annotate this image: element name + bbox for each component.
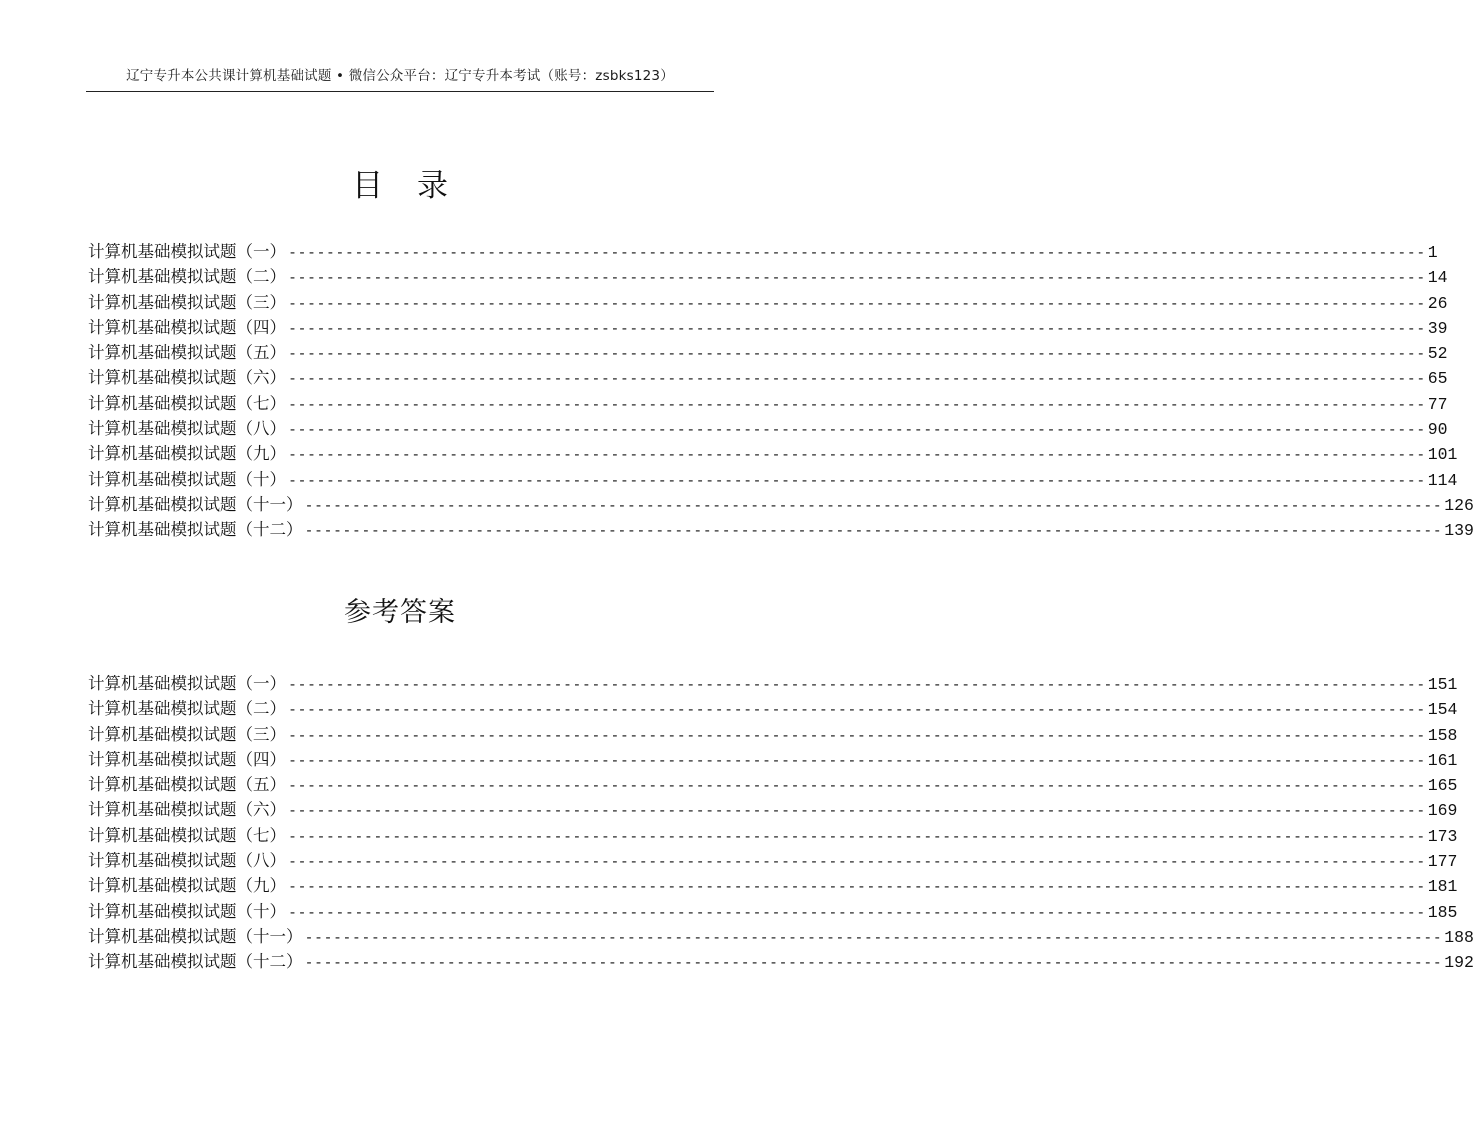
toc-entry-page: 14 xyxy=(1427,268,1448,288)
toc-entry[interactable] xyxy=(88,340,1448,365)
answer-entry-label: 计算机基础模拟试题（一） xyxy=(88,674,286,693)
dot-leader: ------------------------------------------------------------------------------------------------------------------------ xyxy=(288,700,1426,719)
answer-entry-label: 计算机基础模拟试题（二） xyxy=(88,699,286,719)
answer-entry[interactable] xyxy=(88,899,1458,924)
dot-leader: ------------------------------------------------------------------------------------------------------------------------ xyxy=(288,776,1426,795)
dot-leader: ------------------------------------------------------------------------------------------------------------------------ xyxy=(288,470,1426,489)
answer-entry[interactable] xyxy=(88,722,1458,747)
dot-leader: ------------------------------------------------------------------------------------------------------------------------ xyxy=(288,344,1426,363)
answer-entry-page: 165 xyxy=(1427,776,1458,796)
answer-entry-page: 161 xyxy=(1427,750,1458,770)
toc-entry-page: 77 xyxy=(1427,394,1448,414)
header-rule xyxy=(86,91,714,92)
dot-leader: ------------------------------------------------------------------------------------------------------------------------ xyxy=(288,369,1426,388)
dot-leader: ------------------------------------------------------------------------------------------------------------------------ xyxy=(304,953,1443,972)
dot-leader: ------------------------------------------------------------------------------------------------------------------------ xyxy=(288,318,1426,337)
toc-entry-label: 计算机基础模拟试题（八） xyxy=(88,419,286,439)
toc-entry[interactable] xyxy=(88,290,1448,315)
dot-leader: ------------------------------------------------------------------------------------------------------------------------ xyxy=(288,445,1426,464)
answer-entry-page: 151 xyxy=(1427,675,1458,694)
dot-leader: ------------------------------------------------------------------------------------------------------------------------ xyxy=(288,801,1426,820)
answer-entry-label: 计算机基础模拟试题（五） xyxy=(88,775,286,795)
dot-leader: ------------------------------------------------------------------------------------------------------------------------ xyxy=(288,675,1426,693)
answer-entry[interactable] xyxy=(88,873,1458,898)
answer-entry[interactable] xyxy=(88,696,1458,721)
answer-entry[interactable] xyxy=(88,823,1458,848)
toc-list xyxy=(88,239,1474,543)
toc-entry-label: 计算机基础模拟试题（二） xyxy=(88,267,286,287)
dot-leader: ------------------------------------------------------------------------------------------------------------------------ xyxy=(288,852,1426,871)
toc-entry-label: 计算机基础模拟试题（十二） xyxy=(88,520,303,540)
toc-entry-label: 计算机基础模拟试题（十一） xyxy=(88,494,303,514)
dot-leader: ------------------------------------------------------------------------------------------------------------------------ xyxy=(288,243,1426,261)
answer-entry[interactable] xyxy=(88,772,1458,797)
answer-entry[interactable] xyxy=(88,924,1474,949)
dot-leader: ------------------------------------------------------------------------------------------------------------------------ xyxy=(288,394,1426,413)
answer-entry[interactable] xyxy=(88,671,1458,696)
answer-entry-page: 181 xyxy=(1427,877,1458,897)
answer-entry[interactable] xyxy=(88,848,1458,873)
answer-entry-page: 188 xyxy=(1444,927,1474,947)
toc-entry-page: 90 xyxy=(1427,420,1448,440)
answer-entry-page: 192 xyxy=(1444,953,1474,973)
answers-list xyxy=(88,671,1474,975)
toc-entry-label: 计算机基础模拟试题（十） xyxy=(88,469,286,489)
toc-entry[interactable] xyxy=(88,365,1448,390)
toc-entry-label: 计算机基础模拟试题（三） xyxy=(88,292,286,312)
toc-entry-page: 1 xyxy=(1427,243,1438,262)
answer-entry-label: 计算机基础模拟试题（九） xyxy=(88,876,286,896)
dot-leader: ------------------------------------------------------------------------------------------------------------------------ xyxy=(288,293,1426,312)
answer-entry-label: 计算机基础模拟试题（四） xyxy=(88,749,286,769)
toc-entry[interactable] xyxy=(88,315,1448,340)
answer-entry-page: 154 xyxy=(1427,700,1458,720)
toc-entry[interactable] xyxy=(88,441,1458,466)
toc-entry-label: 计算机基础模拟试题（一） xyxy=(88,242,286,261)
toc-entry[interactable] xyxy=(88,264,1448,289)
running-header: 辽宁专升本公共课计算机基础试题 • 微信公众平台：辽宁专升本考试（账号：zsbks123） xyxy=(126,68,674,84)
answer-entry-label: 计算机基础模拟试题（十） xyxy=(88,901,286,921)
dot-leader: ------------------------------------------------------------------------------------------------------------------------ xyxy=(304,495,1443,514)
dot-leader: ------------------------------------------------------------------------------------------------------------------------ xyxy=(288,877,1426,896)
toc-entry[interactable] xyxy=(88,492,1474,517)
dot-leader: ------------------------------------------------------------------------------------------------------------------------ xyxy=(288,826,1426,845)
answer-entry-page: 185 xyxy=(1427,902,1458,922)
answer-entry-label: 计算机基础模拟试题（七） xyxy=(88,825,286,845)
dot-leader: ------------------------------------------------------------------------------------------------------------------------ xyxy=(288,268,1426,287)
dot-leader: ------------------------------------------------------------------------------------------------------------------------ xyxy=(288,725,1426,744)
answer-entry-page: 177 xyxy=(1427,852,1458,872)
toc-entry[interactable] xyxy=(88,391,1448,416)
toc-entry-page: 52 xyxy=(1427,344,1448,364)
toc-entry-page: 65 xyxy=(1427,369,1448,389)
toc-entry[interactable] xyxy=(88,517,1474,542)
toc-entry-label: 计算机基础模拟试题（六） xyxy=(88,368,286,388)
toc-entry-page: 139 xyxy=(1444,521,1474,541)
toc-entry-label: 计算机基础模拟试题（五） xyxy=(88,343,286,363)
toc-entry[interactable] xyxy=(88,416,1448,441)
toc-entry[interactable] xyxy=(88,239,1438,264)
dot-leader: ------------------------------------------------------------------------------------------------------------------------ xyxy=(288,902,1426,921)
toc-entry-page: 26 xyxy=(1427,293,1448,313)
toc-entry[interactable] xyxy=(88,467,1458,492)
toc-entry-page: 114 xyxy=(1427,470,1458,490)
dot-leader: ------------------------------------------------------------------------------------------------------------------------ xyxy=(304,521,1443,540)
answer-entry[interactable] xyxy=(88,797,1458,822)
answer-entry[interactable] xyxy=(88,747,1458,772)
toc-entry-label: 计算机基础模拟试题（九） xyxy=(88,444,286,464)
answer-entry-label: 计算机基础模拟试题（六） xyxy=(88,800,286,820)
answer-entry-label: 计算机基础模拟试题（十一） xyxy=(88,926,303,946)
answers-title: 参考答案 xyxy=(344,597,456,628)
answer-entry-page: 158 xyxy=(1427,725,1458,745)
toc-entry-page: 101 xyxy=(1427,445,1458,465)
answer-entry-page: 173 xyxy=(1427,826,1458,846)
answer-entry-label: 计算机基础模拟试题（八） xyxy=(88,851,286,871)
dot-leader: ------------------------------------------------------------------------------------------------------------------------ xyxy=(288,750,1426,769)
toc-title: 目录 xyxy=(352,168,482,204)
answer-entry-page: 169 xyxy=(1427,801,1458,821)
answer-entry-label: 计算机基础模拟试题（三） xyxy=(88,724,286,744)
toc-entry-page: 126 xyxy=(1444,495,1474,515)
toc-entry-label: 计算机基础模拟试题（七） xyxy=(88,393,286,413)
dot-leader: ------------------------------------------------------------------------------------------------------------------------ xyxy=(288,420,1426,439)
answer-entry[interactable] xyxy=(88,949,1474,974)
toc-entry-page: 39 xyxy=(1427,318,1448,338)
toc-entry-label: 计算机基础模拟试题（四） xyxy=(88,317,286,337)
answer-entry-label: 计算机基础模拟试题（十二） xyxy=(88,952,303,972)
dot-leader: ------------------------------------------------------------------------------------------------------------------------ xyxy=(304,927,1443,946)
